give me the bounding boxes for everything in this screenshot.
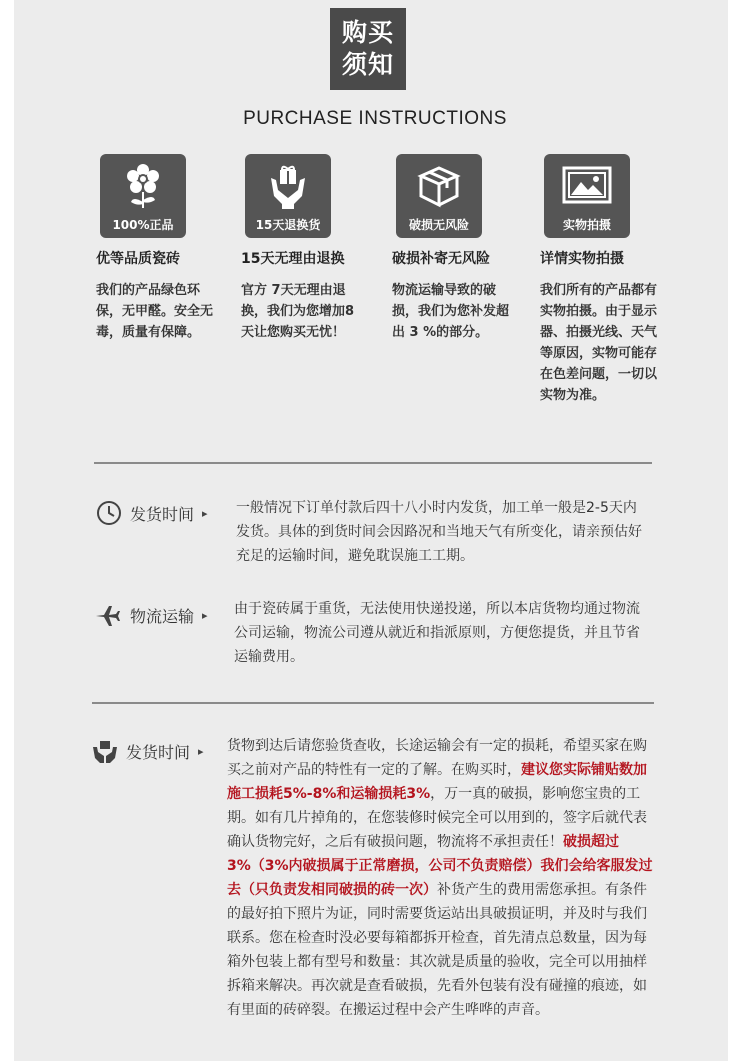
flower-icon [123, 162, 163, 210]
airplane-icon [94, 602, 120, 628]
divider [94, 462, 652, 464]
section-logistics-text: 由于瓷砖属于重货，无法使用快递投递，所以本店货物均通过物流公司运输，物流公司遵从就近和指派原则，方便您提货，并且节省运输费用。 [234, 601, 640, 665]
title-badge [330, 8, 406, 90]
feature-genuine [96, 154, 214, 340]
inspection-highlight-1: 建议您实际铺贴数加施工损耗5%-8%和运输损耗3% [227, 762, 647, 802]
title-line-1: 购买 [341, 18, 394, 47]
feature-badge-label: 100%正品 [112, 218, 174, 232]
feature-badge [245, 154, 331, 238]
feature-title: 优等品质瓷砖 [96, 251, 180, 267]
arrow-right-icon: ▸ [202, 506, 208, 520]
divider [92, 702, 654, 704]
feature-title: 破损补寄无风险 [392, 251, 490, 267]
inspection-highlight-2: 破损超过3%（3%内破损属于正常磨损，公司不负责赔偿）我们会给客服发过去（只负责发相同破损的砖一次） [227, 834, 653, 898]
gift-hands-icon [268, 162, 308, 210]
section-shipping-label: 发货时间 [130, 504, 195, 524]
feature-badge [100, 154, 186, 238]
feature-description: 官方 7天无理由退换，我们为您增加8天让您购买无忧！ [241, 283, 355, 340]
section-shipping-text: 一般情况下订单付款后四十八小时内发货，加工单一般是2-5天内发货。具体的到货时间会因路况和当地天气有所变化，请亲预估好充足的运输时间，避免耽误施工工期。 [236, 500, 642, 564]
section-logistics-header [94, 602, 208, 628]
feature-badge [544, 154, 630, 238]
title-line-2: 须知 [341, 50, 394, 79]
feature-title: 15天无理由退换 [241, 251, 345, 267]
feature-badge-label: 破损无风险 [408, 218, 469, 232]
arrow-right-icon: ▸ [202, 608, 208, 622]
arrow-right-icon: ▸ [198, 744, 204, 758]
feature-title: 详情实物拍摄 [540, 251, 624, 267]
inspection-text-part-3: 补货产生的费用需您承担。有条件的最好拍下照片为证，同时需要货运站出具破损证明，并及时与我们联系。您在检查时没必要每箱都拆开检查，首先清点总数量，因为每箱外包装上都有型号和数量：其次就是质量的验收，完全可以用抽样拆箱来解决。再次就是查看破损，先看外包装有没有碰撞的痕迹，如有里面的砖碎裂。在搬运过程中会产生哗哗的声音。 [227, 882, 647, 1018]
inspection-text-part-2: ，万一真的破损，影响您宝贵的工期。如有几片掉角的，在您装修时候完全可以用到的，签字后就代表确认货物完好，之后有破损问题，物流将不承担责任！ [227, 786, 647, 850]
feature-returns [241, 154, 355, 340]
inspection-text-part-1: 货物到达后请您验货查收，长途运输会有一定的损耗，希望买家在购买之前对产品的特性有一定的了解。在购买时， [227, 738, 647, 778]
feature-breakage [392, 154, 510, 340]
section-inspection-label: 发货时间 [126, 742, 191, 762]
hands-box-icon [92, 738, 118, 764]
clock-icon [96, 500, 122, 526]
page-subtitle: PURCHASE INSTRUCTIONS [243, 108, 507, 129]
feature-description: 物流运输导致的破损，我们为您补发超出 3 %的部分。 [392, 283, 510, 340]
section-shipping-header [96, 500, 208, 526]
photo-icon [562, 166, 612, 206]
feature-badge [396, 154, 482, 238]
feature-description: 我们所有的产品都有实物拍摄。由于显示器、拍摄光线、天气等原因，实物可能存在色差问题，一切以实物为准。 [540, 283, 658, 403]
feature-description: 我们的产品绿色环保，无甲醛。安全无毒，质量有保障。 [96, 283, 214, 340]
section-inspection-text [227, 734, 653, 1022]
section-logistics-label: 物流运输 [130, 606, 195, 626]
feature-real-photos [540, 154, 658, 403]
section-inspection-header [92, 738, 204, 764]
feature-badge-label: 15天退换货 [255, 218, 321, 232]
feature-badge-label: 实物拍摄 [562, 218, 611, 232]
box-icon [417, 162, 461, 208]
